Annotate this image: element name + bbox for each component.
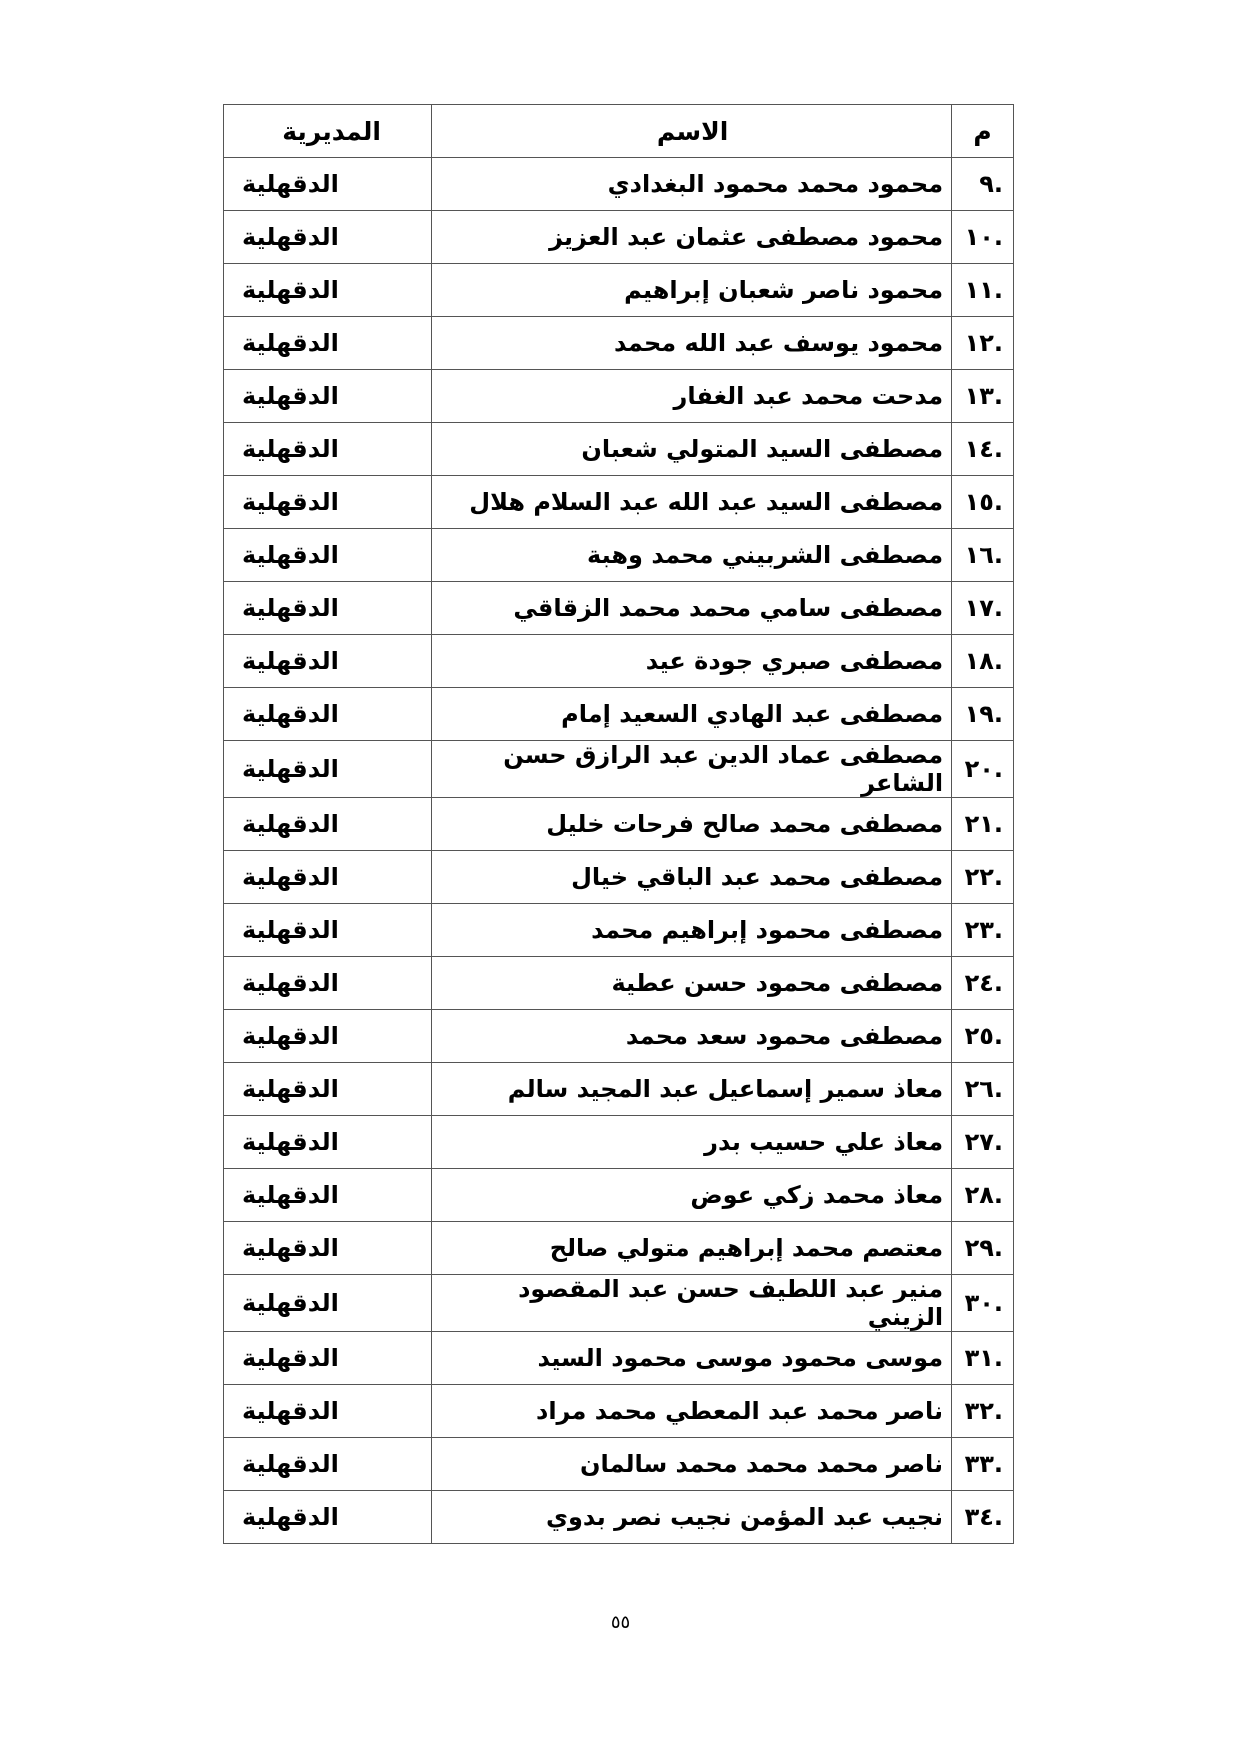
row-number: .٢٧: [952, 1116, 1014, 1169]
row-name: معتصم محمد إبراهيم متولي صالح: [432, 1222, 952, 1275]
page-number: ٥٥: [610, 1612, 631, 1633]
table-row: [224, 1385, 1014, 1438]
row-directorate: الدقهلية: [224, 211, 432, 264]
table-row: [224, 635, 1014, 688]
row-directorate: الدقهلية: [224, 1169, 432, 1222]
row-number: .٢٥: [952, 1010, 1014, 1063]
table-row: [224, 904, 1014, 957]
table-row: [224, 1010, 1014, 1063]
row-name: مصطفى محمد عبد الباقي خيال: [432, 851, 952, 904]
table-row: [224, 1438, 1014, 1491]
row-directorate: الدقهلية: [224, 529, 432, 582]
row-number: .٢٠: [952, 741, 1014, 798]
row-directorate: الدقهلية: [224, 264, 432, 317]
row-number: .١٥: [952, 476, 1014, 529]
table-row: [224, 317, 1014, 370]
row-directorate: الدقهلية: [224, 476, 432, 529]
row-number: .٢٣: [952, 904, 1014, 957]
row-directorate: الدقهلية: [224, 1116, 432, 1169]
row-number: .٣٣: [952, 1438, 1014, 1491]
table-row: [224, 1063, 1014, 1116]
table-row: [224, 529, 1014, 582]
row-number: .٣٠: [952, 1275, 1014, 1332]
table-row: [224, 851, 1014, 904]
row-name: نجيب عبد المؤمن نجيب نصر بدوي: [432, 1491, 952, 1544]
header-name: الاسم: [432, 105, 952, 158]
row-number: .٢٨: [952, 1169, 1014, 1222]
row-directorate: الدقهلية: [224, 582, 432, 635]
table-row: [224, 741, 1014, 798]
row-number: .١٩: [952, 688, 1014, 741]
table-row: [224, 1116, 1014, 1169]
row-name: مصطفى صبري جودة عيد: [432, 635, 952, 688]
row-directorate: الدقهلية: [224, 1275, 432, 1332]
table-row: [224, 158, 1014, 211]
row-name: محمود محمد محمود البغدادي: [432, 158, 952, 211]
row-directorate: الدقهلية: [224, 798, 432, 851]
table-row: [224, 1332, 1014, 1385]
row-directorate: الدقهلية: [224, 1438, 432, 1491]
row-directorate: الدقهلية: [224, 1222, 432, 1275]
row-name: محمود مصطفى عثمان عبد العزيز: [432, 211, 952, 264]
row-directorate: الدقهلية: [224, 158, 432, 211]
row-directorate: الدقهلية: [224, 741, 432, 798]
row-number: .١١: [952, 264, 1014, 317]
row-name: مصطفى محمد صالح فرحات خليل: [432, 798, 952, 851]
row-number: .٢٢: [952, 851, 1014, 904]
table-row: [224, 423, 1014, 476]
row-directorate: الدقهلية: [224, 957, 432, 1010]
row-name: معاذ سمير إسماعيل عبد المجيد سالم: [432, 1063, 952, 1116]
row-number: .٢٦: [952, 1063, 1014, 1116]
row-directorate: الدقهلية: [224, 1332, 432, 1385]
row-number: .٢١: [952, 798, 1014, 851]
names-table: [223, 104, 1014, 1544]
table-body: [224, 158, 1014, 1544]
table-row: [224, 582, 1014, 635]
row-name: مصطفى محمود حسن عطية: [432, 957, 952, 1010]
row-number: .١٢: [952, 317, 1014, 370]
row-number: .٣١: [952, 1332, 1014, 1385]
table-row: [224, 1222, 1014, 1275]
row-number: .١٨: [952, 635, 1014, 688]
table-row: [224, 798, 1014, 851]
row-name: معاذ علي حسيب بدر: [432, 1116, 952, 1169]
table-row: [224, 1169, 1014, 1222]
table-row: [224, 957, 1014, 1010]
row-name: مصطفى الشربيني محمد وهبة: [432, 529, 952, 582]
row-directorate: الدقهلية: [224, 1491, 432, 1544]
table-row: [224, 211, 1014, 264]
row-number: .١٣: [952, 370, 1014, 423]
row-name: محمود ناصر شعبان إبراهيم: [432, 264, 952, 317]
table-row: [224, 370, 1014, 423]
row-name: ناصر محمد عبد المعطي محمد مراد: [432, 1385, 952, 1438]
header-row: [224, 105, 1014, 158]
row-number: .٣٢: [952, 1385, 1014, 1438]
row-directorate: الدقهلية: [224, 851, 432, 904]
row-directorate: الدقهلية: [224, 423, 432, 476]
header-num: م: [952, 105, 1014, 158]
row-name: مصطفى السيد عبد الله عبد السلام هلال: [432, 476, 952, 529]
row-name: محمود يوسف عبد الله محمد: [432, 317, 952, 370]
row-name: مصطفى عبد الهادي السعيد إمام: [432, 688, 952, 741]
row-number: .٣٤: [952, 1491, 1014, 1544]
row-directorate: الدقهلية: [224, 370, 432, 423]
row-directorate: الدقهلية: [224, 688, 432, 741]
row-directorate: الدقهلية: [224, 1010, 432, 1063]
row-directorate: الدقهلية: [224, 904, 432, 957]
row-directorate: الدقهلية: [224, 1063, 432, 1116]
row-name: منير عبد اللطيف حسن عبد المقصود الزيني: [432, 1275, 952, 1332]
row-name: مصطفى عماد الدين عبد الرازق حسن الشاعر: [432, 741, 952, 798]
table-header: [224, 105, 1014, 158]
row-name: مصطفى السيد المتولي شعبان: [432, 423, 952, 476]
row-number: .١٤: [952, 423, 1014, 476]
table-row: [224, 264, 1014, 317]
row-directorate: الدقهلية: [224, 635, 432, 688]
row-directorate: الدقهلية: [224, 1385, 432, 1438]
row-number: .١٧: [952, 582, 1014, 635]
row-name: مصطفى محمود سعد محمد: [432, 1010, 952, 1063]
table-row: [224, 1491, 1014, 1544]
row-name: مصطفى سامي محمد محمد الزقاقي: [432, 582, 952, 635]
table-row: [224, 1275, 1014, 1332]
row-number: .١٦: [952, 529, 1014, 582]
row-name: موسى محمود موسى محمود السيد: [432, 1332, 952, 1385]
row-name: مصطفى محمود إبراهيم محمد: [432, 904, 952, 957]
row-number: .١٠: [952, 211, 1014, 264]
row-name: مدحت محمد عبد الغفار: [432, 370, 952, 423]
table-row: [224, 688, 1014, 741]
row-directorate: الدقهلية: [224, 317, 432, 370]
row-number: .٢٩: [952, 1222, 1014, 1275]
row-number: .٢٤: [952, 957, 1014, 1010]
row-name: ناصر محمد محمد محمد سالمان: [432, 1438, 952, 1491]
header-directorate: المديرية: [224, 105, 432, 158]
table-row: [224, 476, 1014, 529]
row-name: معاذ محمد زكي عوض: [432, 1169, 952, 1222]
row-number: .٩: [952, 158, 1014, 211]
